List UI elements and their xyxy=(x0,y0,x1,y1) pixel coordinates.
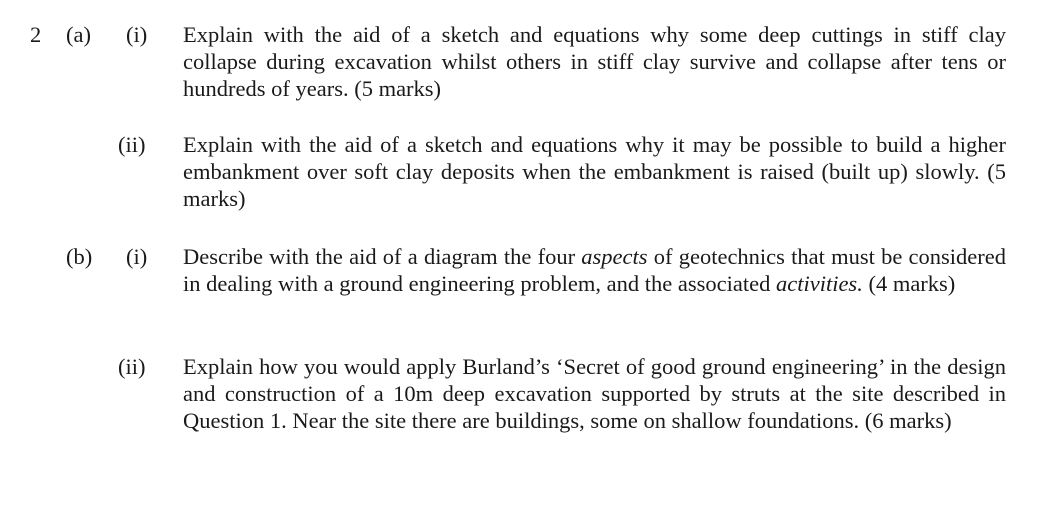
subpart-label-a-ii: (ii) xyxy=(118,132,146,157)
part-label-b: (b) xyxy=(66,244,93,269)
part-label-a: (a) xyxy=(66,22,91,47)
subpart-label-b-ii: (ii) xyxy=(118,354,146,379)
question-number: 2 xyxy=(30,22,42,47)
question-text-b-i xyxy=(183,243,1006,297)
text-segment: Explain how you would apply Burland’s ‘Secret of good ground engineering’ in the design and construction of a 10m deep excavation supported by struts at the site described in Question 1. Near the site there are buildings, some on shallow foundations. (6 marks) xyxy=(183,354,1006,433)
text-segment: Describe with the aid of a diagram the four xyxy=(183,244,582,269)
question-text-a-ii xyxy=(183,131,1006,212)
text-segment: (4 marks) xyxy=(862,271,956,296)
question-text-b-ii xyxy=(183,353,1006,434)
text-segment-italic: aspects xyxy=(581,244,648,269)
question-text-a-i xyxy=(183,21,1006,102)
subpart-label-a-i: (i) xyxy=(126,22,148,47)
text-segment: Explain with the aid of a sketch and equations why it may be possible to build a higher embankment over soft clay deposits when the embankment is raised (built up) slowly. (5 marks) xyxy=(183,132,1006,211)
text-segment: of geotechnics that must be considered in dealing with a ground engineering problem, and the associated xyxy=(183,244,1006,296)
text-segment: Explain with the aid of a sketch and equations why some deep cuttings in stiff clay collapse during excavation whilst others in stiff clay survive and collapse after tens or hundreds of years. (5 marks) xyxy=(183,22,1006,101)
text-segment-italic: activities. xyxy=(775,271,863,296)
subpart-label-b-i: (i) xyxy=(126,244,148,269)
